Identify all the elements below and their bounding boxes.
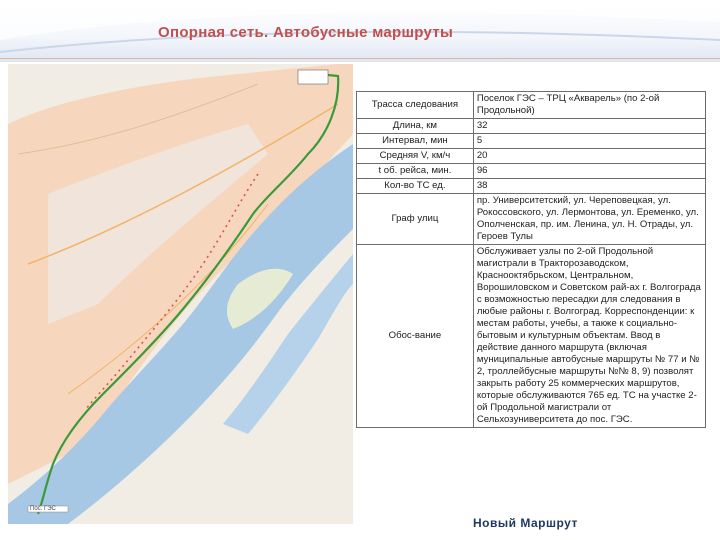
table-row (357, 179, 706, 194)
row-value: пр. Университетский, ул. Череповецкая, ул. Рокоссовского, ул. Лермонтова, ул. Еременко, ул. Ополченская, пр. им. Ленина, ул. Н. Отрады, ул. Героев Тулы (473, 194, 705, 245)
row-value: 5 (473, 134, 705, 149)
table-row (357, 245, 706, 428)
map-graphic (8, 64, 353, 524)
table-row (357, 194, 706, 245)
row-value: 32 (473, 119, 705, 134)
row-key: Обос-вание (357, 245, 474, 428)
row-value: 96 (473, 164, 705, 179)
row-key: Средняя V, км/ч (357, 149, 474, 164)
new-route-caption: Новый Маршрут (473, 516, 578, 530)
table-row (357, 92, 706, 119)
row-value: Обслуживает узлы по 2-ой Продольной магистрали в Тракторозаводском, Краснооктябрьском, Центральном, Ворошиловском и Советском рай-ах г. Волгограда с возможностью пересадки для следования в любые районы г. Волгоград. Корреспонденции: к местам работы, учебы, а также к социально-бытовым и культурным объектам. Ввод в действие данного маршрута (включая муниципальные автобусные маршруты № 77 и № 2, троллейбусные маршруты №№ 8, 9) позволят закрыть работу 25 коммерческих маршрутов, которые обслуживаются 765 ед. ТС на участке 2-ой Продольной магистрали от Сельхозуниверситета до пос. ГЭС. (473, 245, 705, 428)
table-row (357, 119, 706, 134)
table-row (357, 149, 706, 164)
route-table (356, 91, 706, 428)
row-key: Трасса следования (357, 92, 474, 119)
row-value: 20 (473, 149, 705, 164)
header-divider (0, 58, 720, 59)
table-row (357, 134, 706, 149)
route-map (8, 64, 353, 524)
row-key: Кол-во ТС ед. (357, 179, 474, 194)
slide-title: Опорная сеть. Автобусные маршруты (158, 24, 454, 41)
map-inset-box (298, 70, 328, 84)
map-label-end: Пос. ГЭС (30, 506, 56, 512)
row-key: Граф улиц (357, 194, 474, 245)
row-key: Длина, км (357, 119, 474, 134)
row-value: 38 (473, 179, 705, 194)
row-key: t об. рейса, мин. (357, 164, 474, 179)
table-row (357, 164, 706, 179)
row-key: Интервал, мин (357, 134, 474, 149)
row-value: Поселок ГЭС – ТРЦ «Акварель» (по 2-ой Продольной) (473, 92, 705, 119)
